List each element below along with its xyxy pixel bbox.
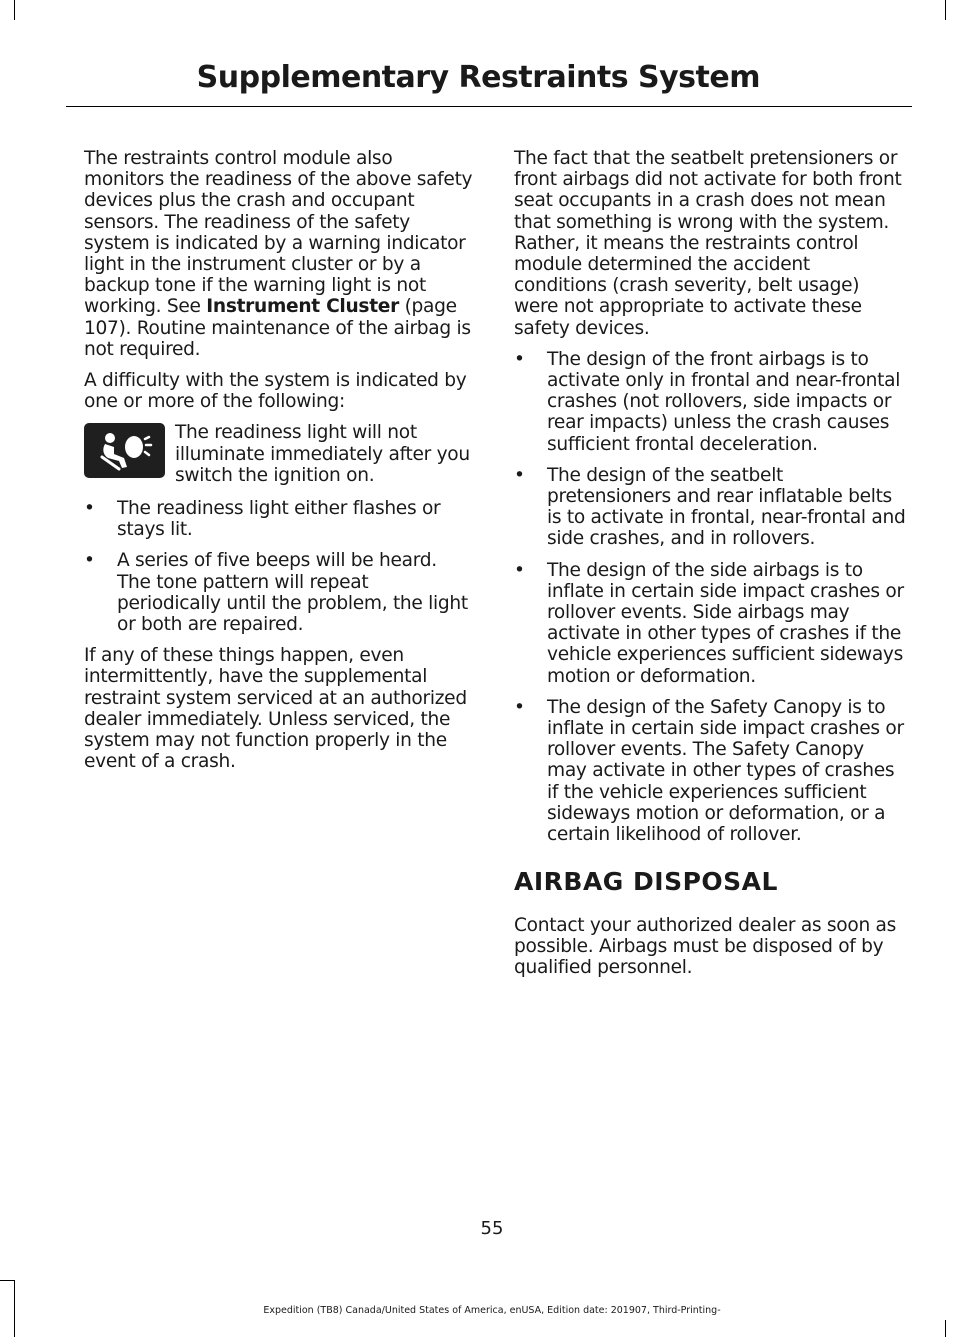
bullet-text: A series of five beeps will be heard. The tone pattern will repeat periodically until the problem, the light or both are repaired. <box>117 550 468 636</box>
readiness-paragraph <box>84 148 476 360</box>
list-item <box>514 465 908 550</box>
bullet-glyph: • <box>514 464 525 486</box>
pretensioner-paragraph: The fact that the seatbelt pretensioners or front airbags did not activate for both front seat occupants in a crash does not mean that something is wrong with the system. Rather, it means the restraints control module determined the accident conditions (crash severity, belt usage) were not appropriate to activate these safety devices. <box>514 148 902 339</box>
bullet-glyph: • <box>84 498 95 520</box>
page-number: 55 <box>480 1218 504 1239</box>
bullet-glyph: • <box>84 550 95 572</box>
footer-edition-info: Expedition (TB8) Canada/United States of America, enUSA, Edition date: 201907, Third-Printing- <box>263 1305 721 1316</box>
bullet-text: The design of the side airbags is to inflate in certain side impact crashes or rollover events. Side airbags may activate in other types of crashes if the vehicle experiences sufficient sideways motion or deformation. <box>547 559 904 687</box>
page-title: Supplementary Restraints System <box>196 60 760 95</box>
bullet-text: The design of the front airbags is to activate only in frontal and near-frontal crashes (not rollovers, side impacts or rear impacts) unless the crash causes sufficient frontal deceleration. <box>547 348 901 455</box>
bullet-text: The readiness light either flashes or stays lit. <box>117 498 441 541</box>
difficulty-paragraph: A difficulty with the system is indicated by one or more of the following: <box>84 370 467 413</box>
readiness-text-end: (page 107). Routine maintenance of the airbag is not required. <box>84 296 471 360</box>
list-item <box>514 697 908 845</box>
list-item <box>514 349 908 455</box>
list-item <box>84 550 476 635</box>
service-paragraph: If any of these things happen, even intermittently, have the supplemental restraint system serviced at an authorized dealer immediately. Unless serviced, the system may not function properly in the event of a crash. <box>84 645 467 773</box>
bullet-text: The design of the seatbelt pretensioners and rear inflatable belts is to activate in frontal, near-frontal and side crashes, and in rollovers. <box>547 464 906 550</box>
right-column <box>514 148 908 988</box>
readiness-text-start: The restraints control module also monitors the readiness of the above safety devices plus the crash and occupant sensors. The readiness of the safety system is indicated by a warning indicator light in the instrument cluster or by a backup tone if the warning light is not working. See <box>84 148 473 318</box>
airbag-disposal-heading: AIRBAG DISPOSAL <box>514 867 778 897</box>
left-column <box>84 148 476 782</box>
crop-mark-bottom-left-h <box>0 1280 14 1281</box>
title-rule <box>66 106 912 107</box>
airbag-warning-icon <box>84 423 165 478</box>
difficulty-bullet-list <box>84 498 476 635</box>
bullet-glyph: • <box>514 348 525 370</box>
crop-mark-top-left <box>14 0 15 20</box>
instrument-cluster-link[interactable]: Instrument Cluster <box>206 296 399 318</box>
design-bullet-list <box>514 349 908 845</box>
bullet-text: The design of the Safety Canopy is to inflate in certain side impact crashes or rollover events. The Safety Canopy may activate in other types of crashes if the vehicle experiences sufficient sideways motion or deformation, or a certain likelihood of rollover. <box>547 696 904 846</box>
list-item <box>514 560 908 687</box>
bullet-glyph: • <box>514 559 525 581</box>
warning-text: The readiness light will not illuminate immediately after you switch the ignition on. <box>175 422 470 486</box>
list-item <box>84 498 476 540</box>
crop-mark-bottom-right-v <box>945 1320 946 1337</box>
warning-block <box>84 422 476 486</box>
crop-mark-top-right <box>945 0 946 20</box>
disposal-paragraph: Contact your authorized dealer as soon as possible. Airbags must be disposed of by qualified personnel. <box>514 914 897 978</box>
bullet-glyph: • <box>514 696 525 718</box>
